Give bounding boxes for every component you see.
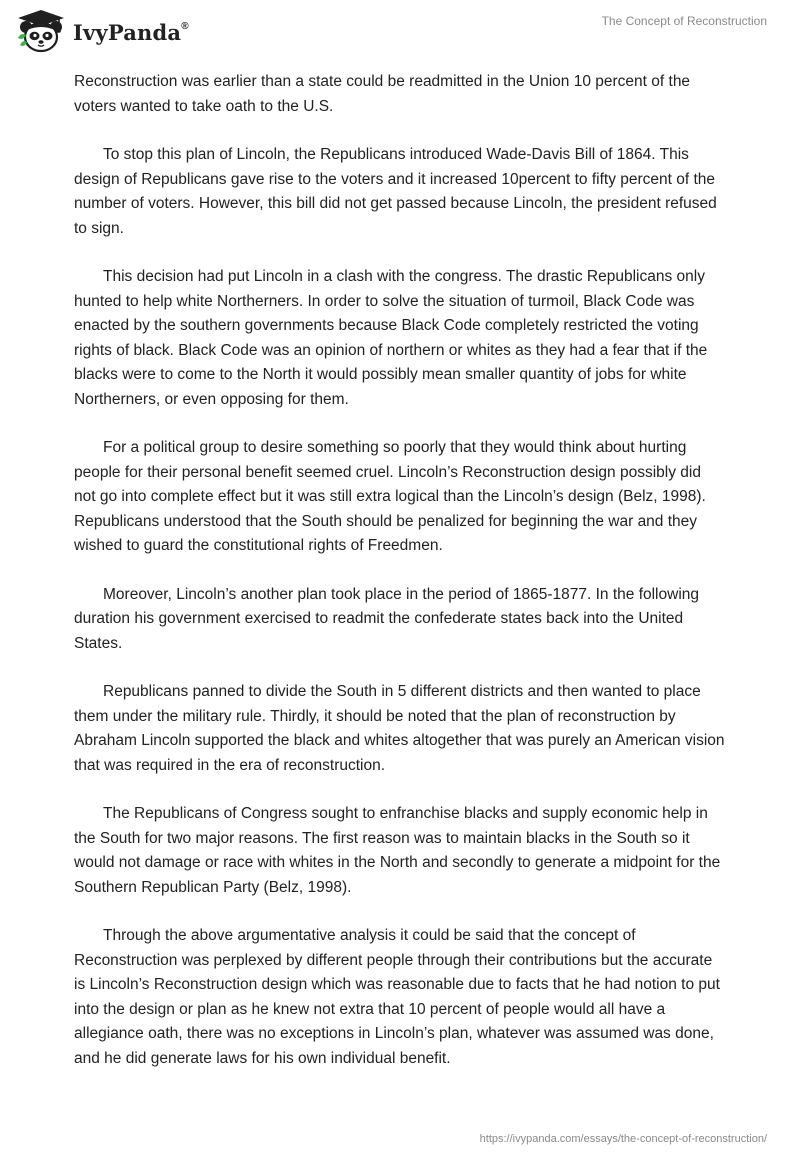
source-url-link[interactable]: https://ivypanda.com/essays/the-concept-of-reconstruction/ <box>479 1133 767 1145</box>
paragraph-7: The Republicans of Congress sought to enfranchise blacks and supply economic help in the South for two major reasons. The first reason was to maintain blacks in the South so it would not damage or race with whites in the North and secondly to generate a midpoint for the Southern Republican Party (Belz, 1998). <box>74 805 721 896</box>
document-title: The Concept of Reconstruction <box>601 14 767 28</box>
essay-body <box>74 70 726 1095</box>
paragraph-1: Reconstruction was earlier than a state could be readmitted in the Union 10 percent of the voters wanted to take oath to the U.S. <box>74 73 691 115</box>
paragraph-8: Through the above argumentative analysis it could be said that the concept of Reconstruction was perplexed by different people through their contributions but the accurate is Lincoln’s Reconstruction design which was reasonable due to facts that he had notion to put into the design or plan as he knew not extra that 10 percent of people would all have a allegiance oath, there was no exceptions in Lincoln’s plan, whatever was assumed was done, and he did generate laws for his own individual benefit. <box>74 927 720 1067</box>
paragraph-3: This decision had put Lincoln in a clash with the congress. The drastic Republicans only hunted to help white Northerners. In order to solve the situation of turmoil, Black Code was enacted by the southern governments because Black Code completely restricted the voting rights of black. Black Code was an opinion of northern or whites as they had a fear that if the blacks were to come to the North it would possibly mean smaller quantity of jobs for white Northerners, or even opposing for them. <box>74 268 708 408</box>
brand-name <box>73 20 189 45</box>
ivypanda-logo[interactable] <box>15 8 189 54</box>
paragraph-5: Moreover, Lincoln’s another plan took place in the period of 1865-1877. In the following duration his government exercised to readmit the confederate states back into the United States. <box>74 585 700 652</box>
paragraph-2: To stop this plan of Lincoln, the Republicans introduced Wade-Davis Bill of 1864. This design of Republicans gave rise to the voters and it increased 10percent to fifty percent of the number of voters. However, this bill did not get passed because Lincoln, the president refused to sign. <box>74 146 717 237</box>
registered-mark: ® <box>181 20 189 32</box>
paragraph-4: For a political group to desire something so poorly that they would think about hurting people for their personal benefit seemed cruel. Lincoln’s Reconstruction design possibly did not go into complete effect but it was still extra logical than the Lincoln’s design (Belz, 1998). Republicans understood that the South should be penalized for beginning the war and they wished to guard the constitutional rights of Freedmen. <box>74 439 706 554</box>
paragraph-6: Republicans panned to divide the South in 5 different districts and then wanted to place them under the military rule. Thirdly, it should be noted that the plan of reconstruction by Abraham Lincoln supported the black and whites altogether that was purely an American vision that was required in the era of reconstruction. <box>74 683 725 774</box>
page-header <box>0 0 800 70</box>
brand-text: IvyPanda <box>73 19 182 45</box>
panda-graduation-cap-icon <box>15 8 67 54</box>
